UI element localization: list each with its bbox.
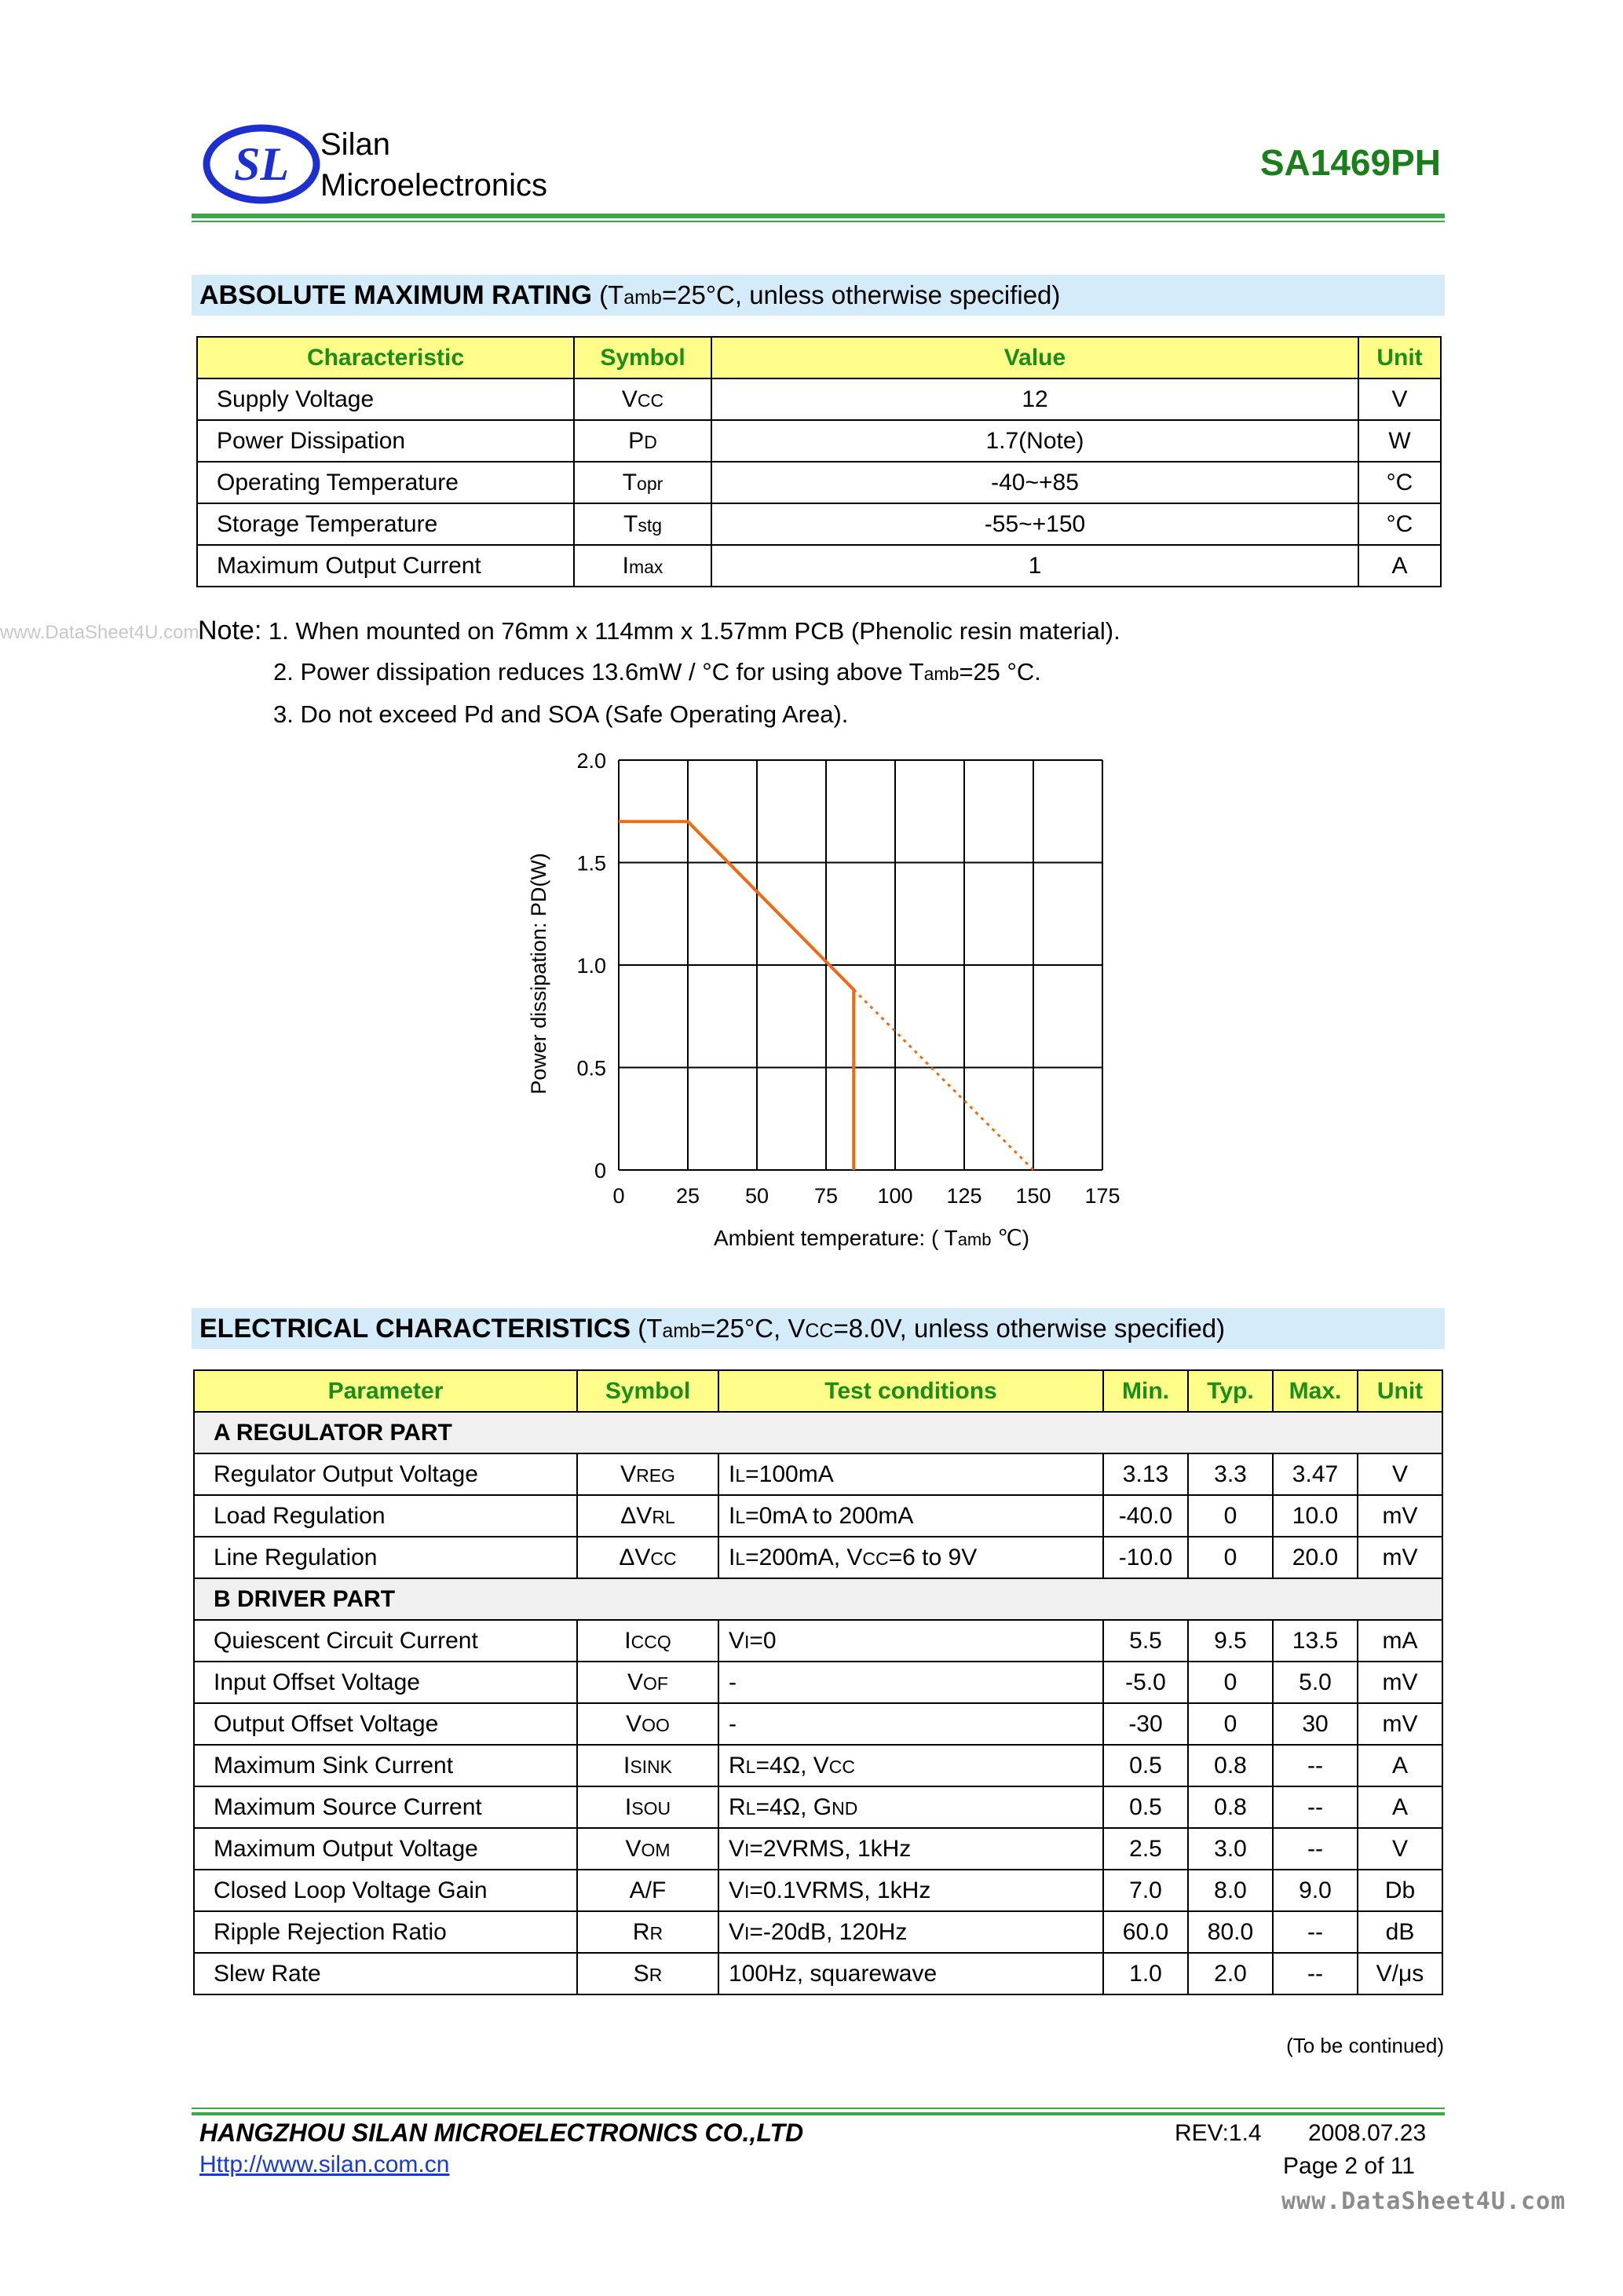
- min-cell: 0.5: [1103, 1745, 1188, 1786]
- symbol-cell: ΔVCC: [577, 1537, 718, 1578]
- symbol-cell: VOF: [577, 1662, 718, 1703]
- y-tick-label: 1.5: [576, 851, 606, 876]
- symbol-cell: PD: [574, 420, 711, 462]
- footer-website-link[interactable]: Http://www.silan.com.cn: [199, 2152, 450, 2177]
- header-rule-thin: [192, 221, 1445, 222]
- footer-page-number: Page 2 of 11: [1283, 2153, 1415, 2179]
- characteristic-cell: Power Dissipation: [197, 420, 574, 462]
- derating-extension-line: [854, 989, 1033, 1170]
- typ-cell: 0.8: [1188, 1745, 1273, 1786]
- test-condition-cell: VI=0.1VRMS, 1kHz: [718, 1870, 1103, 1911]
- parameter-cell: Slew Rate: [194, 1953, 577, 1994]
- max-cell: 3.47: [1273, 1453, 1358, 1495]
- elec-row: [194, 1953, 1442, 1994]
- unit-cell: A: [1358, 545, 1441, 587]
- characteristic-cell: Supply Voltage: [197, 378, 574, 420]
- section-title: A REGULATOR PART: [194, 1412, 1442, 1453]
- abs-max-row: [197, 378, 1441, 420]
- x-tick-label: 0: [612, 1184, 625, 1208]
- max-cell: --: [1273, 1953, 1358, 1994]
- unit-cell: mA: [1358, 1620, 1442, 1662]
- elec-row: [194, 1911, 1442, 1953]
- min-cell: -30: [1103, 1703, 1188, 1745]
- symbol-cell: ICCQ: [577, 1620, 718, 1662]
- elec-row: [194, 1828, 1442, 1870]
- min-cell: 2.5: [1103, 1828, 1188, 1870]
- elec-row: [194, 1620, 1442, 1662]
- footer-rule-thick: [192, 2112, 1445, 2115]
- col-unit: Unit: [1358, 337, 1441, 378]
- value-cell: 12: [711, 378, 1358, 420]
- test-condition-cell: VI=2VRMS, 1kHz: [718, 1828, 1103, 1870]
- company-line2: Microelectronics: [320, 168, 547, 203]
- logo-text: SL: [233, 138, 290, 190]
- min-cell: -40.0: [1103, 1495, 1188, 1537]
- symbol-cell: Tstg: [574, 503, 711, 545]
- parameter-cell: Maximum Source Current: [194, 1786, 577, 1828]
- test-condition-cell: IL=0mA to 200mA: [718, 1495, 1103, 1537]
- value-cell: -55~+150: [711, 503, 1358, 545]
- x-tick-label: 25: [675, 1184, 700, 1208]
- footer-date: 2008.07.23: [1308, 2120, 1427, 2146]
- max-cell: --: [1273, 1911, 1358, 1953]
- x-tick-label: 75: [813, 1184, 839, 1208]
- elec-table: [193, 1369, 1443, 1995]
- abs-max-table: [196, 336, 1442, 587]
- elec-row: [194, 1745, 1442, 1786]
- characteristic-cell: Storage Temperature: [197, 503, 574, 545]
- max-cell: 20.0: [1273, 1537, 1358, 1578]
- typ-cell: 9.5: [1188, 1620, 1273, 1662]
- parameter-cell: Output Offset Voltage: [194, 1703, 577, 1745]
- continued-note: (To be continued): [1286, 2034, 1444, 2057]
- abs-max-row: [197, 503, 1441, 545]
- unit-cell: W: [1358, 420, 1441, 462]
- x-tick-label: 150: [1015, 1184, 1051, 1208]
- typ-cell: 8.0: [1188, 1870, 1273, 1911]
- min-cell: 0.5: [1103, 1786, 1188, 1828]
- unit-cell: A: [1358, 1745, 1442, 1786]
- elec-row: [194, 1786, 1442, 1828]
- unit-cell: A: [1358, 1786, 1442, 1828]
- col-symbol: Symbol: [577, 1370, 718, 1412]
- parameter-cell: Closed Loop Voltage Gain: [194, 1870, 577, 1911]
- y-tick-label: 0: [594, 1159, 606, 1183]
- col-value: Value: [711, 337, 1358, 378]
- elec-section-title: ELECTRICAL CHARACTERISTICS (Tamb=25°C, VCC=8.0V, unless otherwise specified): [192, 1308, 1445, 1349]
- unit-cell: Db: [1358, 1870, 1442, 1911]
- unit-cell: °C: [1358, 462, 1441, 503]
- unit-cell: mV: [1358, 1537, 1442, 1578]
- typ-cell: 0: [1188, 1537, 1273, 1578]
- note-2: 2. Power dissipation reduces 13.6mW / °C for using above Tamb=25 °C.: [273, 658, 1041, 686]
- symbol-cell: VREG: [577, 1453, 718, 1495]
- typ-cell: 0.8: [1188, 1786, 1273, 1828]
- elec-row: [194, 1537, 1442, 1578]
- company-name: [320, 124, 547, 206]
- test-condition-cell: VI=0: [718, 1620, 1103, 1662]
- elec-row: [194, 1870, 1442, 1911]
- parameter-cell: Input Offset Voltage: [194, 1662, 577, 1703]
- test-condition-cell: RL=4Ω, GND: [718, 1786, 1103, 1828]
- typ-cell: 0: [1188, 1703, 1273, 1745]
- part-number: SA1469PH: [1259, 142, 1441, 183]
- col-test-conditions: Test conditions: [718, 1370, 1103, 1412]
- footer-company: HANGZHOU SILAN MICROELECTRONICS CO.,LTD: [199, 2119, 804, 2147]
- elec-row: [194, 1662, 1442, 1703]
- silan-logo-icon: [203, 122, 320, 207]
- characteristic-cell: Operating Temperature: [197, 462, 574, 503]
- col-typ: Typ.: [1188, 1370, 1273, 1412]
- max-cell: --: [1273, 1786, 1358, 1828]
- col-parameter: Parameter: [194, 1370, 577, 1412]
- unit-cell: mV: [1358, 1495, 1442, 1537]
- parameter-cell: Ripple Rejection Ratio: [194, 1911, 577, 1953]
- y-tick-label: 0.5: [576, 1056, 606, 1080]
- test-condition-cell: VI=-20dB, 120Hz: [718, 1911, 1103, 1953]
- typ-cell: 3.3: [1188, 1453, 1273, 1495]
- symbol-cell: ISINK: [577, 1745, 718, 1786]
- parameter-cell: Load Regulation: [194, 1495, 577, 1537]
- test-condition-cell: 100Hz, squarewave: [718, 1953, 1103, 1994]
- power-derating-chart: [503, 738, 1131, 1272]
- footer-rule: [192, 2108, 1445, 2109]
- min-cell: -10.0: [1103, 1537, 1188, 1578]
- min-cell: -5.0: [1103, 1662, 1188, 1703]
- value-cell: -40~+85: [711, 462, 1358, 503]
- x-axis-label: Ambient temperature: ( Tamb ℃): [713, 1226, 1030, 1250]
- watermark-left: www.DataSheet4U.com: [0, 622, 199, 643]
- symbol-cell: RR: [577, 1911, 718, 1953]
- symbol-cell: A/F: [577, 1870, 718, 1911]
- max-cell: --: [1273, 1745, 1358, 1786]
- x-tick-label: 125: [946, 1184, 982, 1208]
- typ-cell: 3.0: [1188, 1828, 1273, 1870]
- col-max: Max.: [1273, 1370, 1358, 1412]
- section-header-row: [194, 1412, 1442, 1453]
- footer-revision: REV:1.4: [1175, 2120, 1262, 2146]
- test-condition-cell: -: [718, 1703, 1103, 1745]
- typ-cell: 0: [1188, 1662, 1273, 1703]
- note-3: 3. Do not exceed Pd and SOA (Safe Operating Area).: [273, 700, 849, 728]
- min-cell: 7.0: [1103, 1870, 1188, 1911]
- parameter-cell: Regulator Output Voltage: [194, 1453, 577, 1495]
- max-cell: 5.0: [1273, 1662, 1358, 1703]
- derating-curve-line: [619, 821, 854, 1170]
- min-cell: 60.0: [1103, 1911, 1188, 1953]
- unit-cell: V: [1358, 1453, 1442, 1495]
- section-header-row: [194, 1578, 1442, 1620]
- abs-max-row: [197, 462, 1441, 503]
- typ-cell: 2.0: [1188, 1953, 1273, 1994]
- x-tick-label: 100: [877, 1184, 913, 1208]
- x-tick-label: 175: [1084, 1184, 1120, 1208]
- symbol-cell: VOM: [577, 1828, 718, 1870]
- value-cell: 1: [711, 545, 1358, 587]
- test-condition-cell: RL=4Ω, VCC: [718, 1745, 1103, 1786]
- test-condition-cell: -: [718, 1662, 1103, 1703]
- symbol-cell: VCC: [574, 378, 711, 420]
- max-cell: --: [1273, 1828, 1358, 1870]
- header-rule: [192, 214, 1445, 218]
- min-cell: 1.0: [1103, 1953, 1188, 1994]
- symbol-cell: ISOU: [577, 1786, 718, 1828]
- unit-cell: mV: [1358, 1662, 1442, 1703]
- typ-cell: 0: [1188, 1495, 1273, 1537]
- symbol-cell: Imax: [574, 545, 711, 587]
- col-min: Min.: [1103, 1370, 1188, 1412]
- unit-cell: mV: [1358, 1703, 1442, 1745]
- section-title: B DRIVER PART: [194, 1578, 1442, 1620]
- col-unit: Unit: [1358, 1370, 1442, 1412]
- watermark-right: www.DataSheet4U.com: [1281, 2188, 1566, 2215]
- elec-row: [194, 1703, 1442, 1745]
- symbol-cell: SR: [577, 1953, 718, 1994]
- parameter-cell: Line Regulation: [194, 1537, 577, 1578]
- note-1: Note: 1. When mounted on 76mm x 114mm x 1.57mm PCB (Phenolic resin material).: [198, 616, 1120, 645]
- test-condition-cell: IL=200mA, VCC=6 to 9V: [718, 1537, 1103, 1578]
- unit-cell: V: [1358, 1828, 1442, 1870]
- value-cell: 1.7(Note): [711, 420, 1358, 462]
- parameter-cell: Maximum Sink Current: [194, 1745, 577, 1786]
- abs-max-section-title: ABSOLUTE MAXIMUM RATING (Tamb=25°C, unless otherwise specified): [192, 275, 1445, 316]
- parameter-cell: Maximum Output Voltage: [194, 1828, 577, 1870]
- max-cell: 30: [1273, 1703, 1358, 1745]
- unit-cell: V/μs: [1358, 1953, 1442, 1994]
- max-cell: 13.5: [1273, 1620, 1358, 1662]
- elec-row: [194, 1495, 1442, 1537]
- unit-cell: dB: [1358, 1911, 1442, 1953]
- abs-max-row: [197, 545, 1441, 587]
- parameter-cell: Quiescent Circuit Current: [194, 1620, 577, 1662]
- characteristic-cell: Maximum Output Current: [197, 545, 574, 587]
- max-cell: 9.0: [1273, 1870, 1358, 1911]
- abs-max-row: [197, 420, 1441, 462]
- elec-row: [194, 1453, 1442, 1495]
- typ-cell: 80.0: [1188, 1911, 1273, 1953]
- unit-cell: °C: [1358, 503, 1441, 545]
- col-symbol: Symbol: [574, 337, 711, 378]
- y-axis-label: Power dissipation: PD(W): [527, 853, 550, 1095]
- unit-cell: V: [1358, 378, 1441, 420]
- test-condition-cell: IL=100mA: [718, 1453, 1103, 1495]
- symbol-cell: ΔVRL: [577, 1495, 718, 1537]
- x-tick-label: 50: [744, 1184, 769, 1208]
- max-cell: 10.0: [1273, 1495, 1358, 1537]
- company-line1: Silan: [320, 127, 390, 162]
- col-characteristic: Characteristic: [197, 337, 574, 378]
- symbol-cell: Topr: [574, 462, 711, 503]
- min-cell: 5.5: [1103, 1620, 1188, 1662]
- min-cell: 3.13: [1103, 1453, 1188, 1495]
- y-tick-label: 2.0: [576, 749, 606, 773]
- y-tick-label: 1.0: [576, 954, 606, 978]
- symbol-cell: VOO: [577, 1703, 718, 1745]
